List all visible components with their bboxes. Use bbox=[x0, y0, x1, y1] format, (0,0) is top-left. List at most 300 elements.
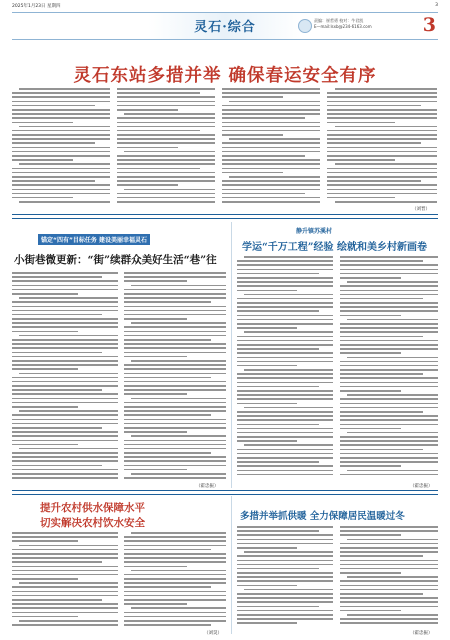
text-line bbox=[124, 347, 226, 349]
text-line bbox=[12, 134, 110, 136]
text-line bbox=[237, 568, 319, 570]
editor-line: 责编：崔哲勇 校对：牛君凯 bbox=[314, 18, 364, 23]
text-line bbox=[124, 189, 215, 191]
text-line bbox=[12, 130, 110, 132]
text-line bbox=[117, 197, 215, 199]
text-line bbox=[12, 306, 118, 308]
text-line bbox=[117, 201, 215, 203]
text-line bbox=[327, 105, 421, 107]
text-line bbox=[12, 176, 110, 178]
text-line bbox=[19, 620, 118, 622]
text-line bbox=[12, 122, 73, 124]
text-line bbox=[117, 193, 215, 195]
text-line bbox=[340, 302, 438, 304]
text-line bbox=[327, 147, 437, 149]
text-line bbox=[244, 294, 333, 296]
text-line bbox=[340, 424, 438, 426]
text-line bbox=[19, 410, 118, 412]
section-divider bbox=[12, 214, 438, 219]
text-line bbox=[237, 606, 319, 608]
text-line bbox=[237, 298, 333, 300]
text-line bbox=[117, 88, 215, 90]
text-line bbox=[222, 105, 320, 107]
text-line bbox=[222, 159, 320, 161]
text-line bbox=[237, 436, 333, 438]
text-line bbox=[12, 101, 110, 103]
text-line bbox=[12, 444, 78, 446]
text-line bbox=[327, 159, 395, 161]
text-line bbox=[237, 357, 333, 359]
text-line bbox=[237, 386, 319, 388]
text-line bbox=[19, 545, 118, 547]
text-line bbox=[327, 134, 437, 136]
text-line bbox=[117, 159, 215, 161]
text-line bbox=[124, 540, 226, 542]
text-line bbox=[12, 389, 102, 391]
text-line bbox=[117, 147, 178, 149]
text-line bbox=[12, 473, 118, 475]
text-line bbox=[340, 365, 438, 367]
text-line bbox=[124, 393, 187, 395]
text-line bbox=[12, 151, 110, 153]
text-line bbox=[117, 142, 215, 144]
text-line bbox=[124, 444, 226, 446]
text-line bbox=[237, 390, 333, 392]
text-line bbox=[237, 323, 333, 325]
text-line bbox=[12, 331, 78, 333]
masthead-date-line bbox=[12, 3, 438, 9]
text-line bbox=[340, 610, 401, 612]
text-line bbox=[237, 277, 333, 279]
right-story-text-column bbox=[340, 256, 438, 482]
text-line bbox=[222, 130, 320, 132]
text-line bbox=[327, 172, 437, 174]
text-line bbox=[244, 331, 333, 333]
text-line bbox=[222, 172, 283, 174]
text-line bbox=[237, 281, 333, 283]
text-line bbox=[12, 92, 110, 94]
text-line bbox=[124, 431, 187, 433]
text-line bbox=[237, 260, 333, 262]
text-line bbox=[327, 184, 437, 186]
text-line bbox=[222, 184, 320, 186]
text-line bbox=[340, 377, 438, 379]
text-line bbox=[12, 624, 118, 626]
text-line bbox=[340, 453, 438, 455]
text-line bbox=[237, 555, 333, 557]
text-line bbox=[237, 474, 333, 476]
text-line bbox=[12, 285, 118, 287]
text-line bbox=[124, 419, 226, 421]
text-line bbox=[124, 331, 226, 333]
text-line bbox=[340, 403, 438, 405]
text-line bbox=[12, 105, 95, 107]
text-line bbox=[237, 585, 297, 587]
text-line bbox=[340, 622, 438, 624]
bottom-left-headline-line2: 切实解决农村饮水安全 bbox=[40, 517, 145, 529]
text-line bbox=[222, 109, 320, 111]
text-line bbox=[244, 369, 333, 371]
text-line bbox=[12, 377, 118, 379]
text-line bbox=[237, 398, 333, 400]
column-divider bbox=[231, 496, 232, 634]
text-line bbox=[340, 415, 438, 417]
text-line bbox=[340, 618, 438, 620]
text-line bbox=[124, 566, 187, 568]
text-line bbox=[124, 460, 226, 462]
text-line bbox=[237, 560, 333, 562]
text-line bbox=[124, 364, 226, 366]
text-line bbox=[237, 601, 333, 603]
text-line bbox=[131, 322, 226, 324]
text-line bbox=[12, 607, 118, 609]
text-line bbox=[12, 561, 102, 563]
text-line bbox=[327, 122, 395, 124]
text-line bbox=[12, 193, 110, 195]
text-line bbox=[327, 193, 437, 195]
text-line bbox=[347, 357, 438, 359]
text-line bbox=[340, 290, 438, 292]
text-line bbox=[229, 138, 320, 140]
text-line bbox=[237, 319, 333, 321]
text-line bbox=[124, 469, 187, 471]
left-story-byline: （霍忠振） bbox=[196, 484, 219, 489]
text-line bbox=[12, 310, 118, 312]
text-line bbox=[124, 553, 226, 555]
text-line bbox=[237, 273, 319, 275]
text-line bbox=[340, 589, 438, 591]
text-line bbox=[117, 138, 215, 140]
text-line bbox=[327, 96, 437, 98]
text-line bbox=[340, 465, 401, 467]
text-line bbox=[237, 340, 333, 342]
text-line bbox=[117, 122, 215, 124]
text-line bbox=[237, 365, 297, 367]
text-line bbox=[237, 264, 333, 266]
text-line bbox=[237, 377, 333, 379]
text-line bbox=[12, 574, 118, 576]
text-line bbox=[124, 595, 226, 597]
bottom-left-headline-line1: 提升农村供水保障水平 bbox=[40, 502, 145, 514]
email-line: E—mail:lsxb@234-6163.com bbox=[314, 24, 372, 29]
text-line bbox=[12, 427, 102, 429]
text-line bbox=[340, 547, 438, 549]
text-line bbox=[19, 163, 110, 165]
text-line bbox=[117, 92, 200, 94]
text-line bbox=[340, 593, 423, 595]
text-line bbox=[12, 276, 102, 278]
text-line bbox=[222, 180, 320, 182]
right-story-headline: 学运“千万工程”经验 绘就和美乡村新画卷 bbox=[242, 242, 427, 253]
text-line bbox=[340, 461, 438, 463]
text-line bbox=[237, 618, 333, 620]
text-line bbox=[12, 272, 118, 274]
text-line bbox=[340, 407, 438, 409]
text-line bbox=[12, 566, 118, 568]
text-line bbox=[117, 126, 215, 128]
right-story-text-column bbox=[237, 256, 333, 482]
text-line bbox=[12, 360, 118, 362]
text-line bbox=[19, 582, 118, 584]
text-line bbox=[237, 424, 319, 426]
text-line bbox=[124, 343, 226, 345]
text-line bbox=[12, 616, 78, 618]
text-line bbox=[19, 88, 110, 90]
section-divider bbox=[12, 490, 438, 495]
text-line bbox=[222, 151, 320, 153]
text-line bbox=[124, 465, 226, 467]
text-line bbox=[124, 368, 226, 370]
text-line bbox=[131, 285, 226, 287]
text-line bbox=[244, 407, 333, 409]
text-line bbox=[124, 356, 187, 358]
text-line bbox=[340, 526, 438, 528]
text-line bbox=[124, 352, 226, 354]
section-title: 灵石·综合 bbox=[194, 20, 256, 35]
text-line bbox=[124, 373, 226, 375]
bottom-left-byline: （刘昊） bbox=[204, 631, 222, 636]
text-line bbox=[340, 534, 401, 536]
text-line bbox=[237, 614, 333, 616]
text-line bbox=[12, 578, 78, 580]
text-line bbox=[12, 398, 118, 400]
text-line bbox=[340, 306, 438, 308]
text-line bbox=[12, 456, 118, 458]
text-line bbox=[237, 373, 333, 375]
text-line bbox=[117, 130, 200, 132]
text-line bbox=[124, 389, 226, 391]
text-line bbox=[327, 151, 437, 153]
text-line bbox=[12, 381, 118, 383]
text-line bbox=[124, 289, 226, 291]
text-line bbox=[12, 423, 118, 425]
text-line bbox=[347, 394, 438, 396]
text-line bbox=[124, 385, 226, 387]
text-line bbox=[340, 601, 438, 603]
text-line bbox=[124, 536, 226, 538]
page-label: 3 bbox=[435, 3, 438, 8]
text-line bbox=[12, 147, 110, 149]
text-line bbox=[12, 289, 118, 291]
text-line bbox=[19, 335, 118, 337]
right-story-kicker: 静升镇苏溪村 bbox=[296, 228, 333, 235]
text-line bbox=[340, 256, 438, 258]
text-line bbox=[12, 452, 118, 454]
text-line bbox=[244, 444, 333, 446]
text-line bbox=[340, 386, 438, 388]
bottom-right-text-column bbox=[237, 526, 333, 630]
text-line bbox=[19, 373, 118, 375]
text-line bbox=[222, 92, 320, 94]
text-line bbox=[237, 290, 297, 292]
text-line bbox=[222, 193, 305, 195]
left-story-text-column bbox=[12, 272, 118, 482]
text-line bbox=[12, 117, 110, 119]
text-line bbox=[124, 381, 226, 383]
section-band bbox=[12, 12, 438, 40]
text-line bbox=[237, 622, 297, 624]
text-line bbox=[327, 130, 437, 132]
text-line bbox=[124, 440, 226, 442]
text-line bbox=[124, 582, 226, 584]
text-line bbox=[131, 532, 226, 534]
text-line bbox=[222, 142, 320, 144]
text-line bbox=[340, 298, 423, 300]
text-line bbox=[12, 314, 102, 316]
text-line bbox=[131, 473, 226, 475]
text-line bbox=[222, 155, 305, 157]
text-line bbox=[237, 382, 333, 384]
text-line bbox=[117, 172, 215, 174]
text-line bbox=[12, 414, 118, 416]
text-line bbox=[124, 616, 226, 618]
text-line bbox=[12, 477, 118, 479]
text-line bbox=[124, 620, 226, 622]
text-line bbox=[340, 323, 438, 325]
text-line bbox=[124, 545, 226, 547]
text-line bbox=[12, 197, 73, 199]
text-line bbox=[12, 469, 118, 471]
text-line bbox=[12, 168, 110, 170]
text-line bbox=[340, 310, 438, 312]
bottom-left-text-column bbox=[12, 532, 118, 632]
text-line bbox=[12, 339, 118, 341]
text-line bbox=[12, 280, 118, 282]
bottom-right-headline: 多措并举抓供暖 全力保障居民温暖过冬 bbox=[240, 511, 405, 522]
text-line bbox=[124, 406, 226, 408]
text-line bbox=[131, 435, 226, 437]
text-line bbox=[327, 155, 437, 157]
text-line bbox=[124, 314, 226, 316]
text-line bbox=[12, 326, 118, 328]
text-line bbox=[12, 155, 110, 157]
text-line bbox=[340, 580, 438, 582]
text-line bbox=[237, 457, 333, 459]
text-line bbox=[124, 574, 226, 576]
text-line bbox=[124, 557, 226, 559]
text-line bbox=[229, 101, 320, 103]
text-line bbox=[237, 547, 297, 549]
text-line bbox=[347, 539, 438, 541]
text-line bbox=[117, 168, 200, 170]
section-emblem-icon bbox=[298, 19, 312, 33]
text-line bbox=[327, 109, 437, 111]
text-line bbox=[222, 168, 320, 170]
text-line bbox=[124, 591, 226, 593]
text-line bbox=[340, 327, 438, 329]
text-line bbox=[124, 410, 226, 412]
text-line bbox=[12, 406, 78, 408]
text-line bbox=[222, 122, 320, 124]
text-line bbox=[237, 576, 333, 578]
text-line bbox=[124, 318, 187, 320]
text-line bbox=[327, 138, 437, 140]
text-line bbox=[237, 593, 333, 595]
text-line bbox=[237, 361, 333, 363]
text-line bbox=[237, 440, 297, 442]
text-line bbox=[237, 543, 333, 545]
text-line bbox=[237, 415, 333, 417]
text-line bbox=[12, 599, 102, 601]
text-line bbox=[124, 456, 226, 458]
text-line bbox=[12, 159, 73, 161]
text-line bbox=[340, 530, 438, 532]
text-line bbox=[340, 398, 438, 400]
right-story-byline: （霍忠振） bbox=[410, 484, 433, 489]
text-line bbox=[12, 440, 118, 442]
text-line bbox=[12, 142, 95, 144]
text-line bbox=[340, 264, 438, 266]
text-line bbox=[124, 377, 211, 379]
text-line bbox=[335, 163, 437, 165]
text-line bbox=[124, 448, 226, 450]
text-line bbox=[327, 168, 437, 170]
text-line bbox=[347, 319, 438, 321]
text-line bbox=[327, 176, 437, 178]
text-line bbox=[124, 599, 226, 601]
text-line bbox=[131, 570, 226, 572]
editor-info bbox=[314, 18, 372, 30]
text-line bbox=[124, 326, 226, 328]
text-line bbox=[222, 117, 305, 119]
text-line bbox=[340, 597, 438, 599]
text-line bbox=[222, 88, 320, 90]
text-line bbox=[340, 436, 438, 438]
text-line bbox=[340, 373, 423, 375]
text-line bbox=[340, 428, 401, 430]
page-number: 3 bbox=[422, 14, 436, 36]
text-line bbox=[237, 526, 333, 528]
text-line bbox=[340, 474, 438, 476]
text-line bbox=[124, 310, 226, 312]
text-line bbox=[340, 585, 438, 587]
text-line bbox=[340, 315, 401, 317]
text-line bbox=[124, 272, 226, 274]
bottom-right-byline: （霍忠振） bbox=[410, 631, 433, 636]
text-line bbox=[222, 189, 320, 191]
text-line bbox=[340, 352, 401, 354]
text-line bbox=[12, 549, 118, 551]
text-line bbox=[12, 385, 118, 387]
text-line bbox=[117, 163, 215, 165]
column-divider bbox=[231, 222, 232, 488]
text-line bbox=[117, 176, 215, 178]
text-line bbox=[222, 126, 320, 128]
text-line bbox=[12, 96, 110, 98]
text-line bbox=[12, 553, 118, 555]
text-line bbox=[124, 113, 215, 115]
text-line bbox=[244, 589, 333, 591]
text-line bbox=[244, 551, 333, 553]
text-line bbox=[12, 322, 118, 324]
text-line bbox=[124, 297, 226, 299]
text-line bbox=[237, 470, 333, 472]
text-line bbox=[347, 614, 438, 616]
text-line bbox=[237, 315, 333, 317]
text-line bbox=[124, 306, 226, 308]
lead-text-column bbox=[12, 88, 110, 206]
text-line bbox=[237, 428, 333, 430]
text-line bbox=[124, 280, 187, 282]
text-line bbox=[237, 327, 297, 329]
text-line bbox=[12, 172, 110, 174]
text-line bbox=[124, 301, 211, 303]
text-line bbox=[237, 572, 333, 574]
text-line bbox=[12, 352, 102, 354]
text-line bbox=[12, 113, 110, 115]
text-line bbox=[124, 452, 211, 454]
text-line bbox=[237, 352, 333, 354]
